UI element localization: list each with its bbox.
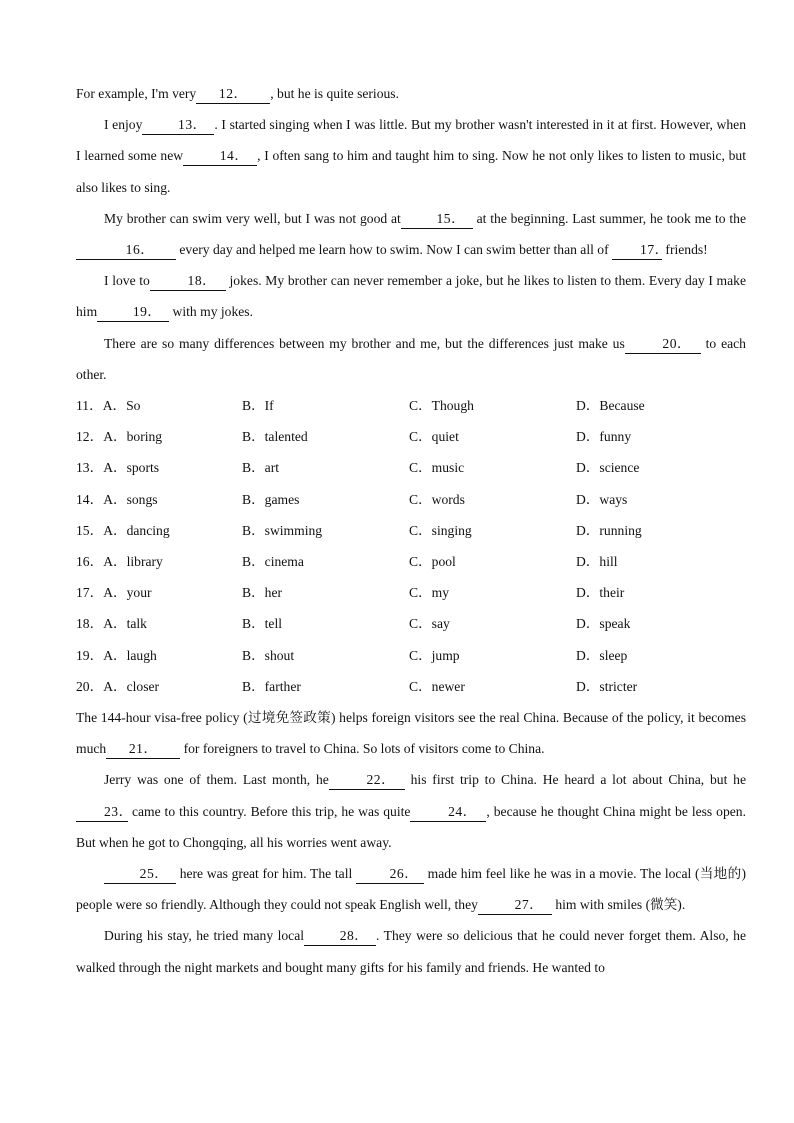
question-row-13	[76, 452, 746, 483]
question-list	[76, 390, 746, 702]
text: . They were so delicious that he could never forget them. Also, he walked through the night markets and bought many gifts for his family and friends. He wanted to	[76, 928, 746, 975]
text: , I often sang to him and taught him to sing. Now he not only likes to listen to music, but also likes to sing.	[76, 148, 746, 195]
option-d[interactable]: D．their	[576, 585, 625, 601]
blank-15[interactable]: 15．	[401, 210, 473, 229]
question-number: 17．	[76, 585, 104, 601]
passage2-paragraph-4	[76, 920, 746, 982]
question-number: 20．	[76, 678, 104, 694]
blank-12[interactable]: 12．	[196, 85, 270, 104]
option-d[interactable]: D．science	[576, 460, 640, 476]
option-label: A．sports	[103, 460, 160, 476]
passage2-paragraph-2	[76, 764, 746, 858]
text: For example, I'm very	[76, 86, 197, 101]
question-row-19	[76, 640, 746, 671]
text: , because he thought China might be less open. But when he got to Chongqing, all his worries went away.	[76, 803, 746, 850]
option-b[interactable]: B．art	[242, 460, 279, 476]
option-a[interactable]	[76, 452, 242, 483]
option-d[interactable]: D．Because	[576, 398, 645, 414]
question-row-20	[76, 671, 746, 702]
option-a[interactable]	[76, 671, 242, 702]
text: him with smiles (微笑).	[551, 897, 686, 913]
text: There are so many differences between my brother and me, but the differences just make us	[104, 335, 625, 351]
text: at the beginning. Last summer, he took me to the	[472, 210, 746, 226]
blank-18[interactable]: 18．	[150, 272, 226, 291]
passage1-paragraph-2	[76, 109, 746, 203]
text: jokes. My brother can never remember a joke, but he likes to listen to them. Every day I make him	[76, 273, 746, 320]
option-b[interactable]: B．shout	[242, 647, 295, 663]
option-a[interactable]	[76, 577, 242, 608]
option-a[interactable]	[76, 421, 242, 452]
text: every day and helped me learn how to swim. Now I can swim better than all of	[176, 242, 613, 258]
passage1-paragraph-3	[76, 203, 746, 265]
text: made him feel like he was in a movie. The local (当地的) people were so friendly. Although they could not speak English well, they	[76, 865, 746, 913]
text: to each other.	[76, 335, 746, 382]
option-c[interactable]: C．words	[409, 491, 465, 507]
text: friends!	[662, 242, 708, 258]
question-number: 19．	[76, 647, 104, 663]
text: here was great for him. The tall	[176, 865, 356, 881]
option-d[interactable]: D．sleep	[576, 647, 628, 663]
question-row-18	[76, 608, 746, 639]
option-a[interactable]	[76, 546, 242, 577]
text: During his stay, he tried many local	[104, 928, 305, 944]
option-b[interactable]: B．her	[242, 585, 283, 601]
option-d[interactable]: D．ways	[576, 491, 628, 507]
text: The 144-hour visa-free policy (过境免签政策) helps foreign visitors see the real China. Because of the policy, it becomes much	[76, 709, 746, 757]
blank-26[interactable]: 26．	[356, 865, 424, 884]
option-label: A．laugh	[103, 647, 157, 663]
question-row-16	[76, 546, 746, 577]
option-a[interactable]	[76, 484, 242, 515]
option-c[interactable]: C．pool	[409, 553, 456, 569]
question-number: 12．	[76, 429, 104, 445]
option-c[interactable]: C．Though	[409, 398, 474, 414]
question-number: 18．	[76, 616, 104, 632]
option-a[interactable]	[76, 515, 242, 546]
blank-28[interactable]: 28．	[304, 927, 376, 946]
option-b[interactable]: B．tell	[242, 616, 283, 632]
passage2-paragraph-3	[76, 858, 746, 920]
question-number: 11．	[76, 398, 103, 414]
blank-19[interactable]: 19．	[97, 303, 169, 322]
passage1-paragraph-1	[76, 78, 746, 109]
option-d[interactable]: D．speak	[576, 616, 631, 632]
blank-27[interactable]: 27．	[478, 896, 552, 915]
option-a[interactable]	[76, 640, 242, 671]
option-c[interactable]: C．newer	[409, 678, 465, 694]
text: My brother can swim very well, but I was not good at	[104, 210, 401, 226]
text: I love to	[104, 273, 150, 289]
option-c[interactable]: C．say	[409, 616, 450, 632]
page-content	[76, 78, 746, 983]
passage1-paragraph-5	[76, 328, 746, 390]
blank-16[interactable]: 16．	[76, 241, 176, 260]
question-number: 13．	[76, 460, 104, 476]
question-number: 16．	[76, 553, 104, 569]
option-d[interactable]: D．hill	[576, 553, 618, 569]
question-number: 14．	[76, 491, 104, 507]
text: . I started singing when I was little. But my brother wasn't interested in it at first. However, when I learned some new	[76, 117, 746, 164]
text: with my jokes.	[169, 304, 253, 320]
option-b[interactable]: B．games	[242, 491, 300, 507]
question-row-12	[76, 421, 746, 452]
option-b[interactable]: B．cinema	[242, 553, 304, 569]
option-label: A．talk	[103, 616, 147, 632]
option-d[interactable]: D．stricter	[576, 678, 638, 694]
text: Jerry was one of them. Last month, he	[104, 772, 329, 788]
option-c[interactable]: C．singing	[409, 522, 472, 538]
option-label: A．library	[103, 553, 163, 569]
question-row-14	[76, 484, 746, 515]
option-b[interactable]: B．farther	[242, 678, 301, 694]
option-label: A．So	[102, 398, 141, 414]
question-row-15	[76, 515, 746, 546]
option-label: A．closer	[103, 678, 160, 694]
option-b[interactable]: B．talented	[242, 429, 308, 445]
question-row-17	[76, 577, 746, 608]
blank-20[interactable]: 20．	[625, 335, 701, 354]
text: for foreigners to travel to China. So lots of visitors come to China.	[180, 741, 545, 757]
question-row-11	[76, 390, 746, 421]
option-a[interactable]	[76, 390, 242, 421]
option-c[interactable]: C．music	[409, 460, 465, 476]
option-b[interactable]: B．swimming	[242, 522, 323, 538]
option-label: A．songs	[103, 491, 158, 507]
option-d[interactable]: D．funny	[576, 429, 632, 445]
option-a[interactable]	[76, 608, 242, 639]
option-d[interactable]: D．running	[576, 522, 642, 538]
text: I enjoy	[104, 117, 143, 133]
text: came to this country. Before this trip, he was quite	[128, 803, 411, 819]
blank-21[interactable]: 21．	[106, 740, 180, 759]
text: his first trip to China. He heard a lot about China, but he	[404, 772, 746, 788]
option-label: A．dancing	[103, 522, 170, 538]
blank-14[interactable]: 14．	[183, 147, 257, 166]
text: , but he is quite serious.	[270, 86, 399, 101]
passage2-paragraph-1	[76, 702, 746, 764]
blank-25[interactable]: 25．	[104, 865, 176, 884]
option-c[interactable]: C．quiet	[409, 429, 459, 445]
question-number: 15．	[76, 522, 104, 538]
blank-22[interactable]: 22．	[329, 771, 405, 790]
option-b[interactable]: B．If	[242, 398, 274, 414]
blank-13[interactable]: 13．	[142, 116, 214, 135]
option-c[interactable]: C．jump	[409, 647, 460, 663]
option-label: A．boring	[103, 429, 163, 445]
passage1-paragraph-4	[76, 265, 746, 327]
blank-17[interactable]: 17．	[612, 241, 662, 260]
blank-23[interactable]: 23．	[76, 803, 128, 822]
blank-24[interactable]: 24．	[410, 803, 486, 822]
option-c[interactable]: C．my	[409, 585, 450, 601]
option-label: A．your	[103, 585, 152, 601]
